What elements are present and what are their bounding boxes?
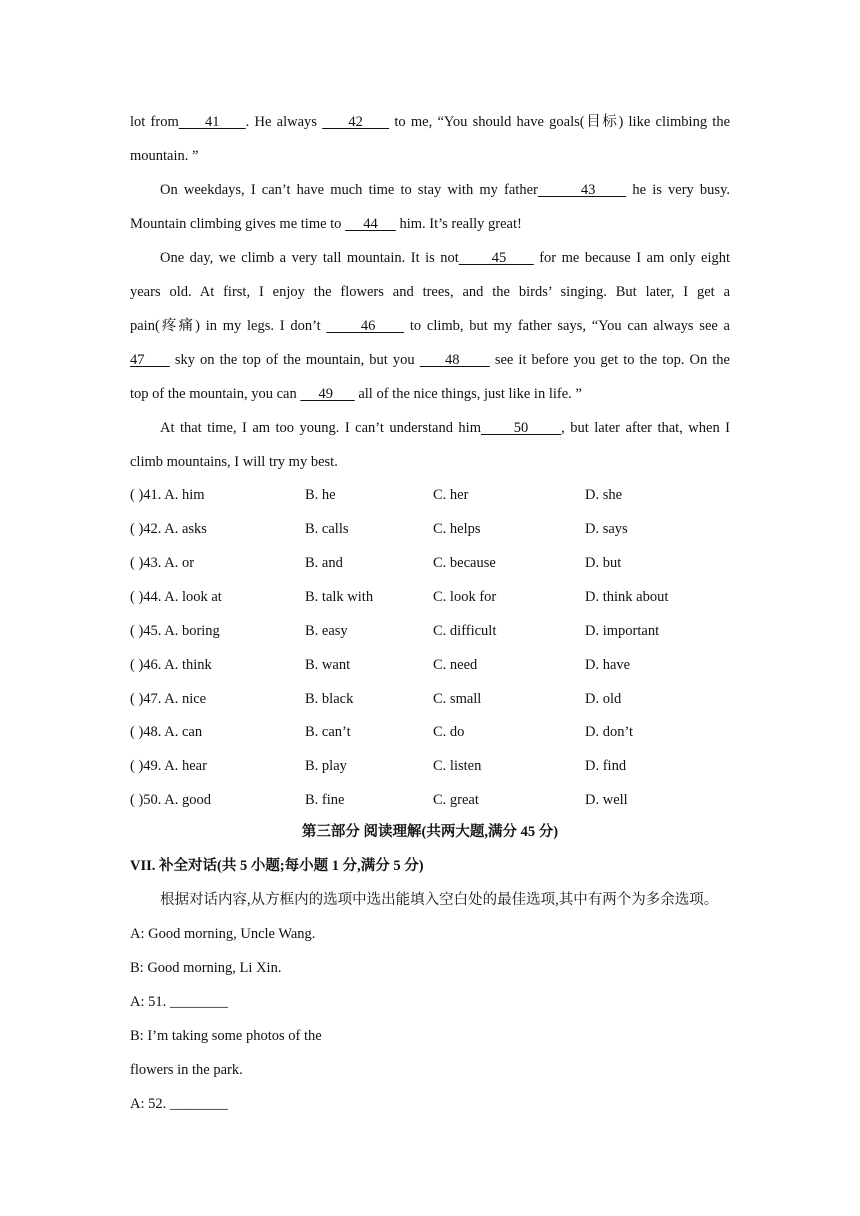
option-b: B. he [305,487,336,503]
passage-line [160,418,730,438]
option-d: D. well [585,792,628,808]
text: Mountain climbing gives me time to [130,216,346,232]
question-41: ( )41. A. him [130,487,205,503]
blank-46: 46 [326,318,405,334]
option-d: D. find [585,758,627,774]
text: At that time, I am too young. I can’t understand him [160,420,481,436]
passage-line [130,112,730,132]
option-b: B. easy [305,623,348,639]
question-47: ( )47. A. nice [130,691,207,707]
option-b: B. want [305,657,351,673]
option-d: D. important [585,623,660,639]
option-c: C. great [433,792,479,808]
passage-line [130,214,730,234]
blank-41: 41 [178,114,246,130]
text: years old. At first, I enjoy the flowers and trees, and the birds’ singing. But later, I get a [130,284,730,300]
option-b: B. calls [305,521,349,537]
text: pain(疼痛) in my legs. I don’t [130,318,327,334]
passage-line [130,316,730,336]
blank-45: 45 [458,250,534,266]
question-43: ( )43. A. or [130,555,195,571]
option-b: B. can’t [305,724,351,740]
question-44: ( )44. A. look at [130,589,222,605]
text: to climb, but my father says, “You can always see a [404,318,730,334]
option-b: B. play [305,758,347,774]
text: On weekdays, I can’t have much time to stay with my father [160,182,538,198]
dialogue-line: A: Good morning, Uncle Wang. [130,926,316,942]
option-d: D. think about [585,589,669,605]
option-b: B. fine [305,792,345,808]
passage-line [160,248,730,268]
question-42: ( )42. A. asks [130,521,207,537]
passage-line [160,180,730,200]
option-c: C. look for [433,589,497,605]
text: One day, we climb a very tall mountain. It is not [160,250,459,266]
text: lot from [130,114,179,130]
dialogue-line: flowers in the park. [130,1062,243,1078]
question-49: ( )49. A. hear [130,758,207,774]
option-d: D. she [585,487,623,503]
text: to me, “You should have goals(目标) like climbing the [389,114,731,130]
text: see it before you get to the top. On the [489,352,730,368]
text: for me because I am only eight [533,250,731,266]
passage-line [130,350,730,370]
question-50: ( )50. A. good [130,792,211,808]
text: top of the mountain, you can [130,386,301,402]
option-c: C. because [433,555,496,571]
passage-line [130,282,730,302]
option-c: C. helps [433,521,481,537]
option-d: D. have [585,657,631,673]
option-d: D. don’t [585,724,634,740]
option-b: B. black [305,691,354,707]
text: , but later after that, when I [561,420,731,436]
option-b: B. talk with [305,589,374,605]
blank-50: 50 [481,420,562,436]
dialogue-line: B: Good morning, Li Xin. [130,960,282,976]
blank-48: 48 [419,352,490,368]
passage-line [130,146,730,166]
option-c: C. small [433,691,482,707]
option-c: C. difficult [433,623,497,639]
option-c: C. listen [433,758,482,774]
option-b: B. and [305,555,343,571]
option-c: C. need [433,657,478,673]
blank-42: 42 [322,114,390,130]
passage-line [130,384,730,404]
text: all of the nice things, just like in life. ” [354,386,582,402]
text: climb mountains, I will try my best. [130,454,338,470]
dialogue-line: B: I’m taking some photos of the [130,1028,322,1044]
option-d: D. old [585,691,622,707]
dialogue-line: A: 51. ________ [130,994,228,1010]
blank-47: 47 [130,352,170,368]
option-d: D. says [585,521,628,537]
text: sky on the top of the mountain, but you [169,352,420,368]
text: . He always [245,114,323,130]
instruction: 根据对话内容,从方框内的选项中选出能填入空白处的最佳选项,其中有两个为多余选项。 [160,892,719,908]
option-c: C. do [433,724,465,740]
option-d: D. but [585,555,622,571]
blank-44: 44 [345,216,396,232]
question-46: ( )46. A. think [130,657,212,673]
option-c: C. her [433,487,469,503]
blank-49: 49 [300,386,355,402]
text: he is very busy. [626,182,731,198]
passage-line [130,452,730,472]
section-heading: VII. 补全对话(共 5 小题;每小题 1 分,满分 5 分) [130,858,424,874]
question-45: ( )45. A. boring [130,623,220,639]
text: him. It’s really great! [395,216,522,232]
text: mountain. ” [130,148,199,164]
question-48: ( )48. A. can [130,724,203,740]
part-heading: 第三部分 阅读理解(共两大题,满分 45 分) [301,824,559,840]
dialogue-line: A: 52. ________ [130,1096,228,1112]
blank-43: 43 [537,182,627,198]
